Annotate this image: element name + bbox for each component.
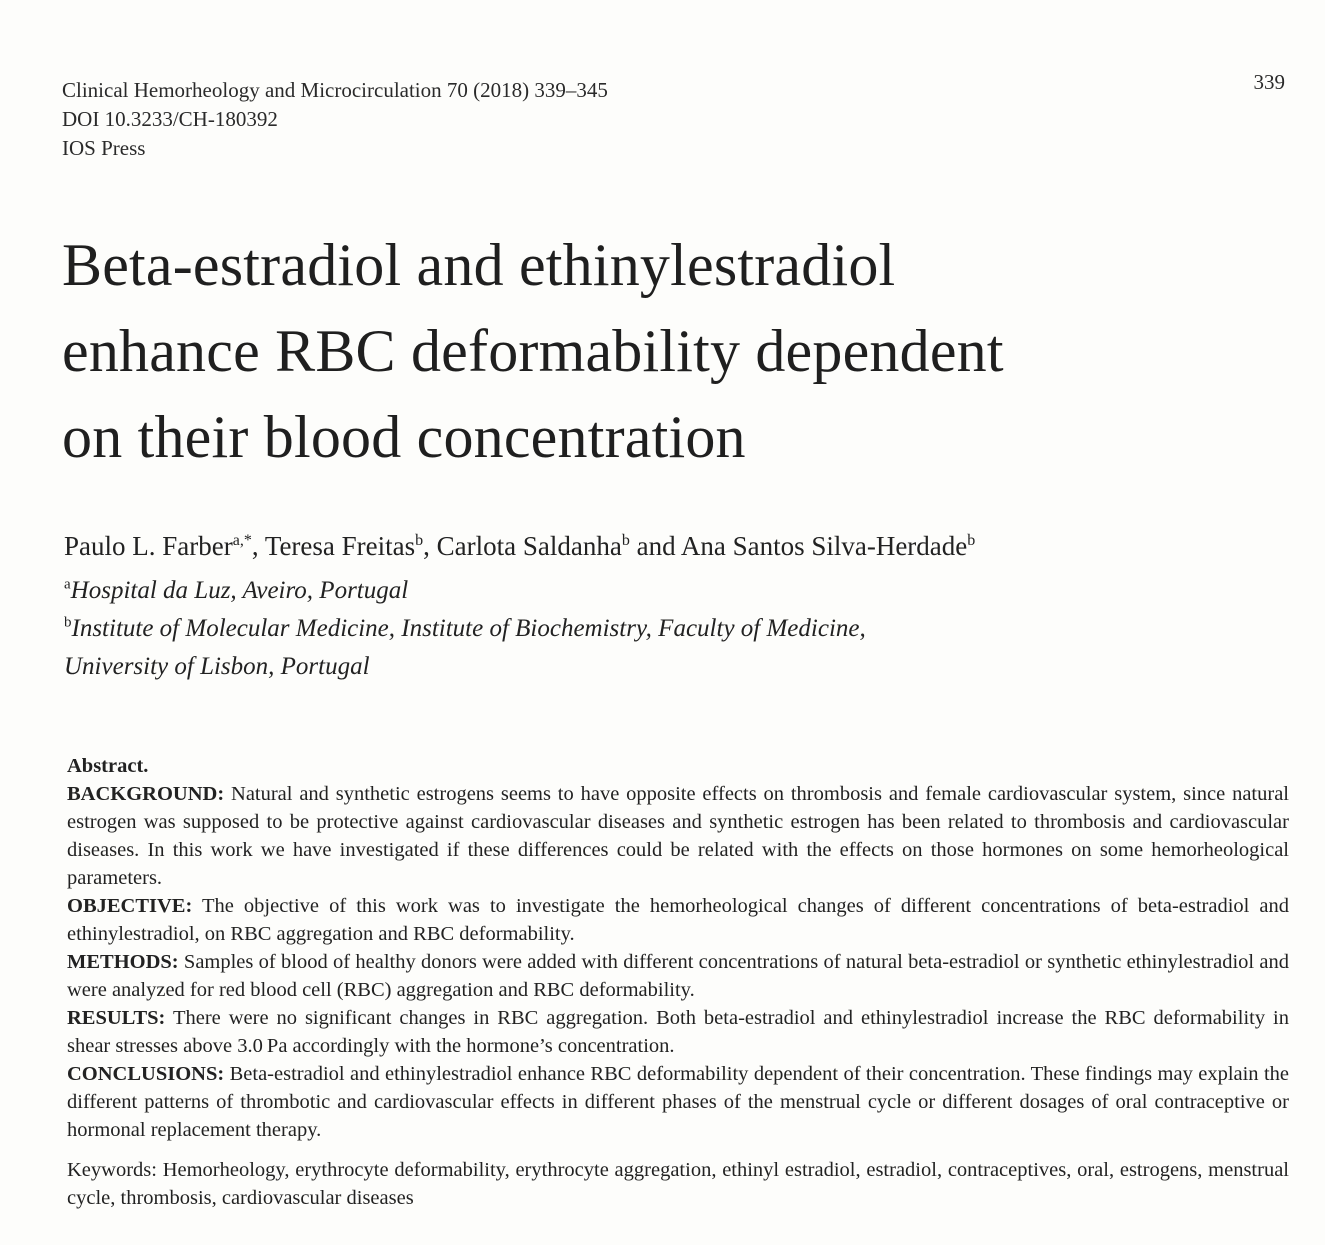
author (265, 531, 437, 561)
title-line-1: Beta-estradiol and ethinylestradiol (62, 232, 896, 298)
author-separator: , (423, 531, 437, 561)
author-list (64, 528, 975, 564)
affiliation-mark: b (64, 614, 72, 631)
doi-line: DOI 10.3233/CH-180392 (62, 107, 278, 131)
author-affiliation-mark: b (415, 532, 424, 549)
journal-header (62, 76, 608, 163)
affiliation-a (64, 572, 866, 610)
author (64, 531, 265, 561)
author (437, 531, 681, 561)
title-line-2: enhance RBC deformability dependent (62, 318, 1004, 384)
keywords: Keywords: Hemorheology, erythrocyte deformability, erythrocyte aggregation, ethinyl estradiol, estradiol, contraceptives, oral, estrogens, menstrual cycle, thrombosis, cardiovascular diseases (67, 1159, 1289, 1209)
abstract-results (67, 1004, 1289, 1060)
author-affiliation-mark: b (967, 532, 976, 549)
section-label: RESULTS: (67, 1007, 166, 1029)
abstract-methods (67, 948, 1289, 1004)
section-text: There were no significant changes in RBC aggregation. Both beta-estradiol and ethinylestradiol increase the RBC deformability in shear stresses above 3.0 Pa accordingly with the hormone’s concentration. (67, 1007, 1289, 1057)
section-label: METHODS: (67, 951, 179, 973)
affiliation-text: Institute of Molecular Medicine, Institute of Biochemistry, Faculty of Medicine, (71, 615, 866, 642)
author-separator: and (629, 531, 681, 561)
affiliation-text: Hospital da Luz, Aveiro, Portugal (70, 577, 409, 604)
abstract-objective (67, 892, 1289, 948)
section-text: Samples of blood of healthy donors were added with different concentrations of natural beta-estradiol or synthetic ethinylestradiol and were analyzed for red blood cell (RBC) aggregation and RBC deformability. (67, 951, 1289, 1001)
page-number: 339 (1253, 70, 1285, 94)
section-text: The objective of this work was to investigate the hemorheological changes of different concentrations of beta-estradiol and ethinylestradiol, on RBC aggregation and RBC deformability. (67, 895, 1289, 945)
section-label: OBJECTIVE: (67, 895, 193, 917)
author-separator: , (251, 531, 265, 561)
abstract (67, 752, 1289, 1144)
abstract-conclusions (67, 1060, 1289, 1144)
affiliation-b (64, 610, 866, 648)
author-name: Paulo L. Farber (64, 531, 233, 561)
affiliation-mark: a (64, 576, 71, 593)
abstract-heading: Abstract. (67, 755, 149, 777)
publisher-line: IOS Press (62, 136, 146, 160)
section-label: BACKGROUND: (67, 783, 225, 805)
author-name: Carlota Saldanha (436, 531, 622, 561)
author-affiliation-mark: a,* (232, 532, 252, 549)
journal-citation: Clinical Hemorheology and Microcirculation 70 (2018) 339–345 (62, 78, 608, 102)
author-name: Teresa Freitas (264, 531, 416, 561)
affiliations (64, 572, 866, 686)
author (681, 531, 975, 561)
affiliation-b-continued: University of Lisbon, Portugal (64, 653, 370, 680)
title-line-3: on their blood concentration (62, 404, 746, 470)
section-text: Beta-estradiol and ethinylestradiol enhance RBC deformability dependent of their concentration. These findings may explain the different patterns of thrombotic and cardiovascular effects in different phases of the menstrual cycle or different dosages of oral contraceptive or hormonal replacement therapy. (67, 1063, 1289, 1141)
abstract-background (67, 780, 1289, 892)
author-name: Ana Santos Silva-Herdade (680, 531, 968, 561)
section-text: Natural and synthetic estrogens seems to have opposite effects on thrombosis and female cardiovascular system, since natural estrogen was supposed to be protective against cardiovascular diseases and synthetic estrogen has been related to thrombosis and cardiovascular diseases. In this work we have investigated if these differences could be related with the effects on those hormones on some hemorheological parameters. (67, 783, 1289, 889)
author-affiliation-mark: b (621, 532, 630, 549)
section-label: CONCLUSIONS: (67, 1063, 225, 1085)
paper-title (62, 222, 1212, 480)
